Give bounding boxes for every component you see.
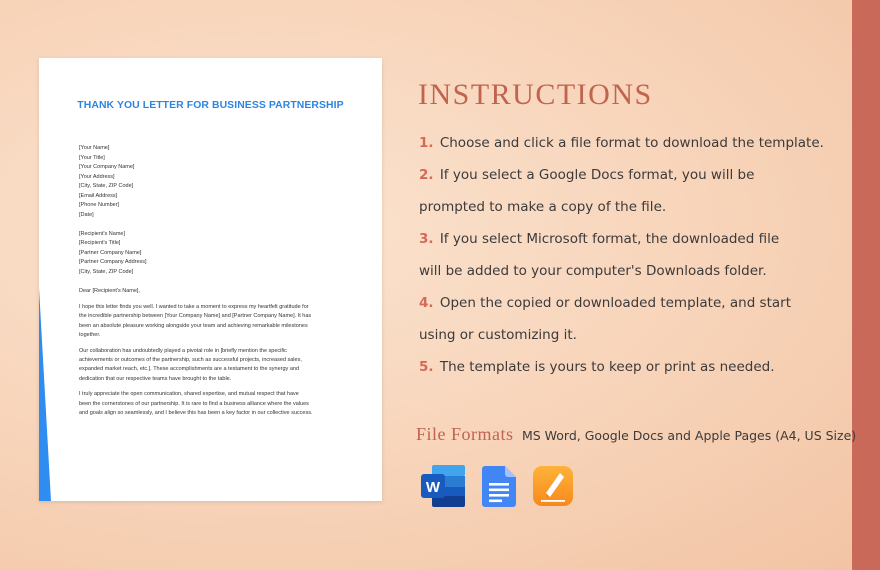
- paragraph-line: dedication that our respective teams have brought to the table.: [79, 375, 232, 382]
- paragraph-line: and goals align so seamlessly, and I believe this has been a key factor in our collective success.: [79, 410, 313, 417]
- step-text: using or customizing it.: [419, 327, 577, 343]
- paragraph-line: been an absolute pleasure working alongside your team and achieving remarkable milestones: [79, 322, 308, 329]
- recipient-line: [Recipient's Name]: [79, 230, 125, 237]
- sender-block: [79, 144, 341, 220]
- instruction-step-line: [419, 292, 819, 324]
- sender-line: [Your Title]: [79, 154, 105, 161]
- file-formats-label: File Formats: [416, 424, 514, 444]
- ms-word-icon[interactable]: [420, 464, 466, 508]
- recipient-line: [Partner Company Name]: [79, 249, 142, 256]
- apple-pages-icon[interactable]: [531, 464, 577, 508]
- paragraph-line: together.: [79, 332, 101, 339]
- step-text: will be added to your computer's Downloads folder.: [419, 263, 767, 279]
- sender-line: [Your Name]: [79, 145, 110, 151]
- sender-line: [Email Address]: [79, 192, 118, 199]
- recipient-line: [Recipient's Title]: [79, 240, 121, 246]
- recipient-block: [79, 230, 341, 278]
- step-number: 2.: [419, 167, 434, 183]
- paragraph-line: I truly appreciate the open communication, shared expertise, and mutual respect that have: [79, 391, 299, 398]
- paragraph-line: Our collaboration has undoubtedly played a pivotal role in [briefly mention the specific: [79, 347, 287, 354]
- letter-paragraphs: [79, 303, 341, 418]
- recipient-line: [City, State, ZIP Code]: [79, 268, 134, 275]
- step-text: prompted to make a copy of the file.: [419, 199, 667, 215]
- instruction-step-line: [419, 356, 819, 388]
- instruction-step-line: [419, 132, 824, 164]
- step-text: If you select Microsoft format, the downloaded file: [439, 231, 780, 247]
- google-docs-icon[interactable]: [476, 464, 522, 508]
- paragraph-line: been the cornerstones of our partnership. It is rare to find a business alliance where the values: [79, 400, 309, 407]
- instructions-list: [419, 132, 824, 388]
- document-body: [79, 144, 341, 418]
- paragraph-line: I hope this letter finds you well. I wanted to take a moment to express my heartfelt gratitude for: [79, 304, 309, 310]
- paragraph-line: achievements or outcomes of the partnership, such as successful projects, increased sales,: [79, 357, 302, 364]
- instruction-step-line: [419, 260, 819, 292]
- step-number: 5.: [419, 359, 434, 375]
- instructions-title: INSTRUCTIONS: [418, 78, 653, 111]
- letter-preview: [39, 58, 382, 501]
- step-number: 3.: [419, 231, 434, 247]
- sender-line: [Date]: [79, 211, 94, 218]
- sender-line: [Your Address]: [79, 173, 115, 180]
- recipient-line: [Partner Company Address]: [79, 259, 147, 265]
- salutation: Dear [Recipient's Name],: [79, 287, 140, 294]
- instruction-step-line: [419, 228, 819, 260]
- letter-paragraph: [79, 303, 341, 341]
- step-text: The template is yours to keep or print as needed.: [439, 359, 775, 375]
- document-title: THANK YOU LETTER FOR BUSINESS PARTNERSHIP: [77, 100, 344, 111]
- sender-line: [Your Company Name]: [79, 164, 135, 170]
- step-number: 1.: [419, 135, 434, 151]
- step-number: 4.: [419, 295, 434, 311]
- svg-text:W: W: [425, 479, 441, 496]
- step-text: Open the copied or downloaded template, and start: [439, 295, 791, 311]
- side-stripe: [852, 0, 880, 570]
- sender-line: [Phone Number]: [79, 202, 120, 208]
- file-formats-row: [416, 424, 856, 445]
- paragraph-line: the incredible partnership between [Your Company Name] and [Partner Company Name]. It has: [79, 313, 312, 320]
- instruction-step-line: [419, 164, 819, 196]
- paragraph-line: expanded market reach, etc.]. These accomplishments are a testament to the synergy and: [79, 366, 300, 373]
- step-text: If you select a Google Docs format, you will be: [439, 167, 755, 183]
- file-formats-value: MS Word, Google Docs and Apple Pages (A4, US Size): [521, 428, 857, 443]
- step-text: Choose and click a file format to download the template.: [439, 135, 824, 151]
- letter-paragraph: [79, 347, 341, 385]
- instruction-step-line: [419, 196, 819, 228]
- letter-paragraph: [79, 390, 341, 418]
- sender-line: [City, State, ZIP Code]: [79, 183, 134, 189]
- instruction-step-line: [419, 324, 819, 356]
